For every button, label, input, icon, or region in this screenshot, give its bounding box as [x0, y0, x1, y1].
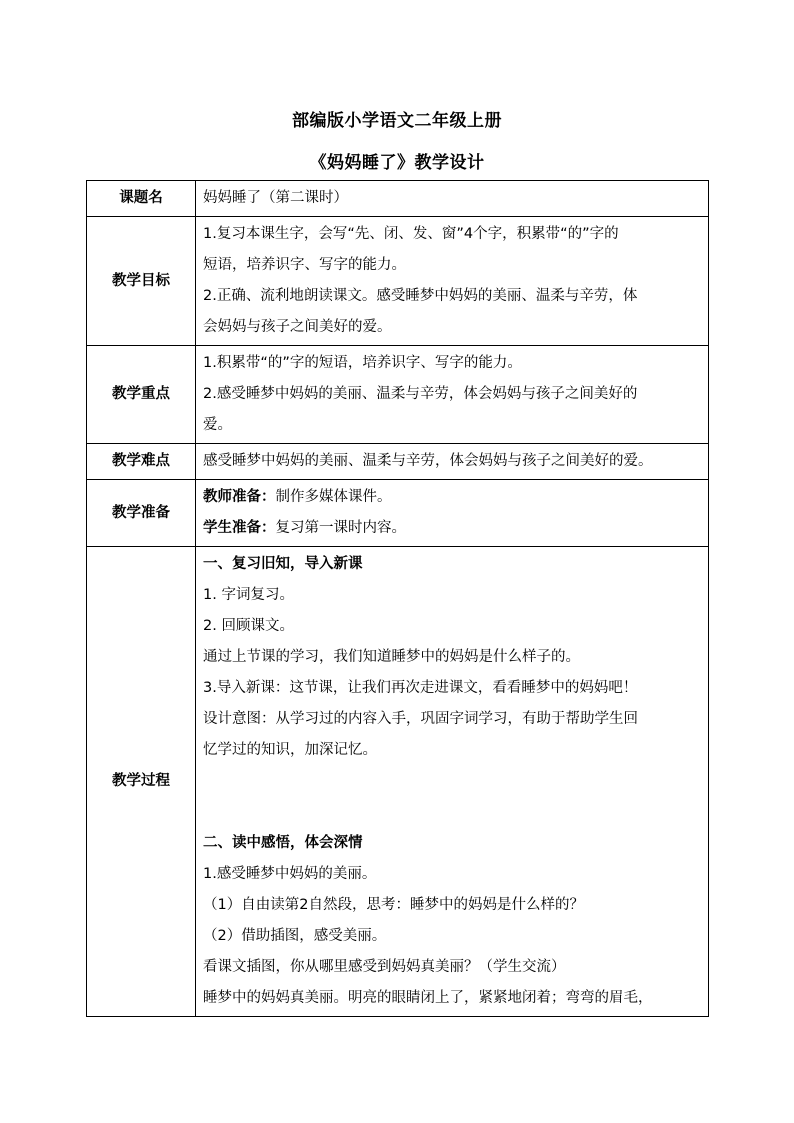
student-prep-line: [203, 513, 702, 544]
key-points-line: 2.感受睡梦中妈妈的美丽、温柔与辛劳，体会妈妈与孩子之间美好的: [203, 386, 638, 402]
goals-line: 2.正确、流利地朗读课文。感受睡梦中妈妈的美丽、温柔与辛劳，体: [203, 288, 638, 304]
table-row-difficulty: [87, 444, 709, 480]
document-subtitle: 《妈妈睡了》教学设计: [309, 153, 485, 173]
row-label-goals: 教学目标: [87, 217, 196, 346]
teacher-prep-line: [203, 482, 702, 513]
table-row-key-points: [87, 346, 709, 444]
key-points-line: 爱。: [203, 417, 232, 433]
process-line: 看课文插图，你从哪里感受到妈妈真美丽？（学生交流）: [203, 959, 566, 975]
process-line: 3.导入新课：这节课，让我们再次走进课文，看看睡梦中的妈妈吧！: [203, 680, 638, 696]
lesson-plan-table: [86, 180, 709, 1017]
process-line: 2. 回顾课文。: [203, 618, 294, 634]
row-content-goals: [196, 217, 709, 346]
row-label-preparation: 教学准备: [87, 480, 196, 547]
student-prep-label: 学生准备：: [203, 520, 276, 536]
student-prep-text: 复习第一课时内容。: [275, 520, 406, 536]
process-line: 1.感受睡梦中妈妈的美丽。: [203, 866, 377, 882]
row-label-process: 教学过程: [87, 547, 196, 1017]
row-content-key-points: [196, 346, 709, 444]
topic-line: 妈妈睡了（第二课时）: [203, 190, 348, 206]
row-content-preparation: [196, 480, 709, 547]
row-content-difficulty: [196, 444, 709, 480]
row-content-process: [196, 547, 709, 1017]
process-line: 设计意图：从学习过的内容入手，巩固字词学习，有助于帮助学生回: [203, 711, 638, 727]
row-label-topic: 课题名: [87, 181, 196, 217]
process-section1-heading: 一、复习旧知，导入新课: [203, 556, 363, 572]
table-row-goals: [87, 217, 709, 346]
row-content-topic: [196, 181, 709, 217]
process-line: 睡梦中的妈妈真美丽。明亮的眼睛闭上了，紧紧地闭着；弯弯的眉毛，: [203, 990, 653, 1006]
difficulty-line: 感受睡梦中妈妈的美丽、温柔与辛劳，体会妈妈与孩子之间美好的爱。: [203, 453, 653, 469]
process-line: 1. 字词复习。: [203, 587, 294, 603]
table-row-topic: [87, 181, 709, 217]
section-spacer: [203, 766, 702, 828]
teacher-prep-text: 制作多媒体课件。: [275, 489, 392, 505]
goals-line: 会妈妈与孩子之间美好的爱。: [203, 319, 392, 335]
teacher-prep-label: 教师准备：: [203, 489, 276, 505]
table-row-preparation: [87, 480, 709, 547]
document-title: 部编版小学语文二年级上册: [292, 111, 502, 131]
row-label-difficulty: 教学难点: [87, 444, 196, 480]
goals-line: 短语，培养识字、写字的能力。: [203, 257, 406, 273]
key-points-line: 1.积累带“的”字的短语，培养识字、写字的能力。: [203, 355, 522, 371]
table-row-process: [87, 547, 709, 1017]
process-section2-heading: 二、读中感悟，体会深情: [203, 835, 363, 851]
process-line: 忆学过的知识，加深记忆。: [203, 742, 377, 758]
process-line: 通过上节课的学习，我们知道睡梦中的妈妈是什么样子的。: [203, 649, 580, 665]
row-label-key-points: 教学重点: [87, 346, 196, 444]
process-line: （1）自由读第2自然段，思考：睡梦中的妈妈是什么样的？: [203, 897, 584, 913]
goals-line: 1.复习本课生字，会写“先、闭、发、窗”4个字，积累带“的”字的: [203, 226, 619, 242]
process-line: （2）借助插图，感受美丽。: [203, 928, 387, 944]
